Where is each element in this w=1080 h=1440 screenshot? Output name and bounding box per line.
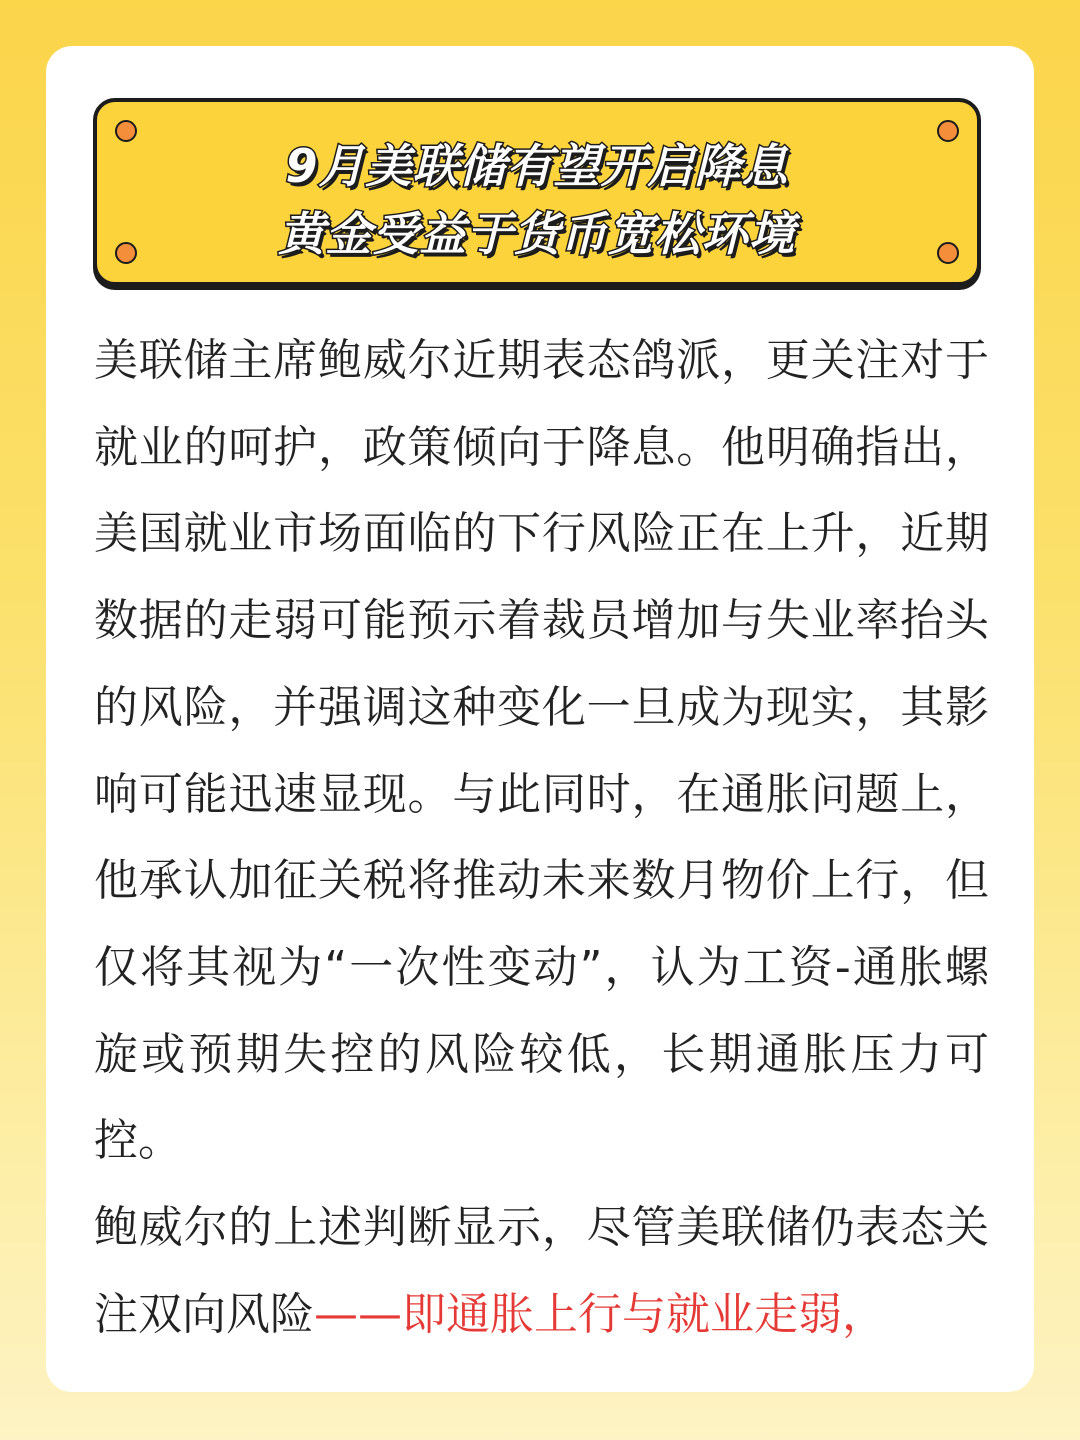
content-card <box>46 46 1034 1392</box>
paragraph-1: 美联储主席鲍威尔近期表态鸽派，更关注对于就业的呵护，政策倾向于降息。他明确指出，美国就业市场面临的下行风险正在上升，近期数据的走弱可能预示着裁员增加与失业率抬头的风险，并强调这种变化一旦成为现实，其影响可能迅速显现。与此同时，在通胀问题上，他承认加征关税将推动未来数月物价上行，但仅将其视为“一次性变动”，认为工资-通胀螺旋或预期失控的风险较低，长期通胀压力可控。 <box>94 335 989 1167</box>
paragraph-2 <box>94 1185 989 1358</box>
title-line-1: 9月美联储有望开启降息 <box>285 139 789 193</box>
paragraph-2-highlight: ——即通胀上行与就业走弱， <box>314 1288 886 1340</box>
title-banner <box>93 98 981 286</box>
page-title <box>97 132 977 268</box>
paragraph-2-text: 鲍威尔的上述判断显示，尽管美联储仍表态关注双向风险 <box>94 1202 989 1340</box>
article-body <box>94 318 989 1358</box>
title-line-2: 黄金受益于货币宽松环境 <box>278 207 796 261</box>
